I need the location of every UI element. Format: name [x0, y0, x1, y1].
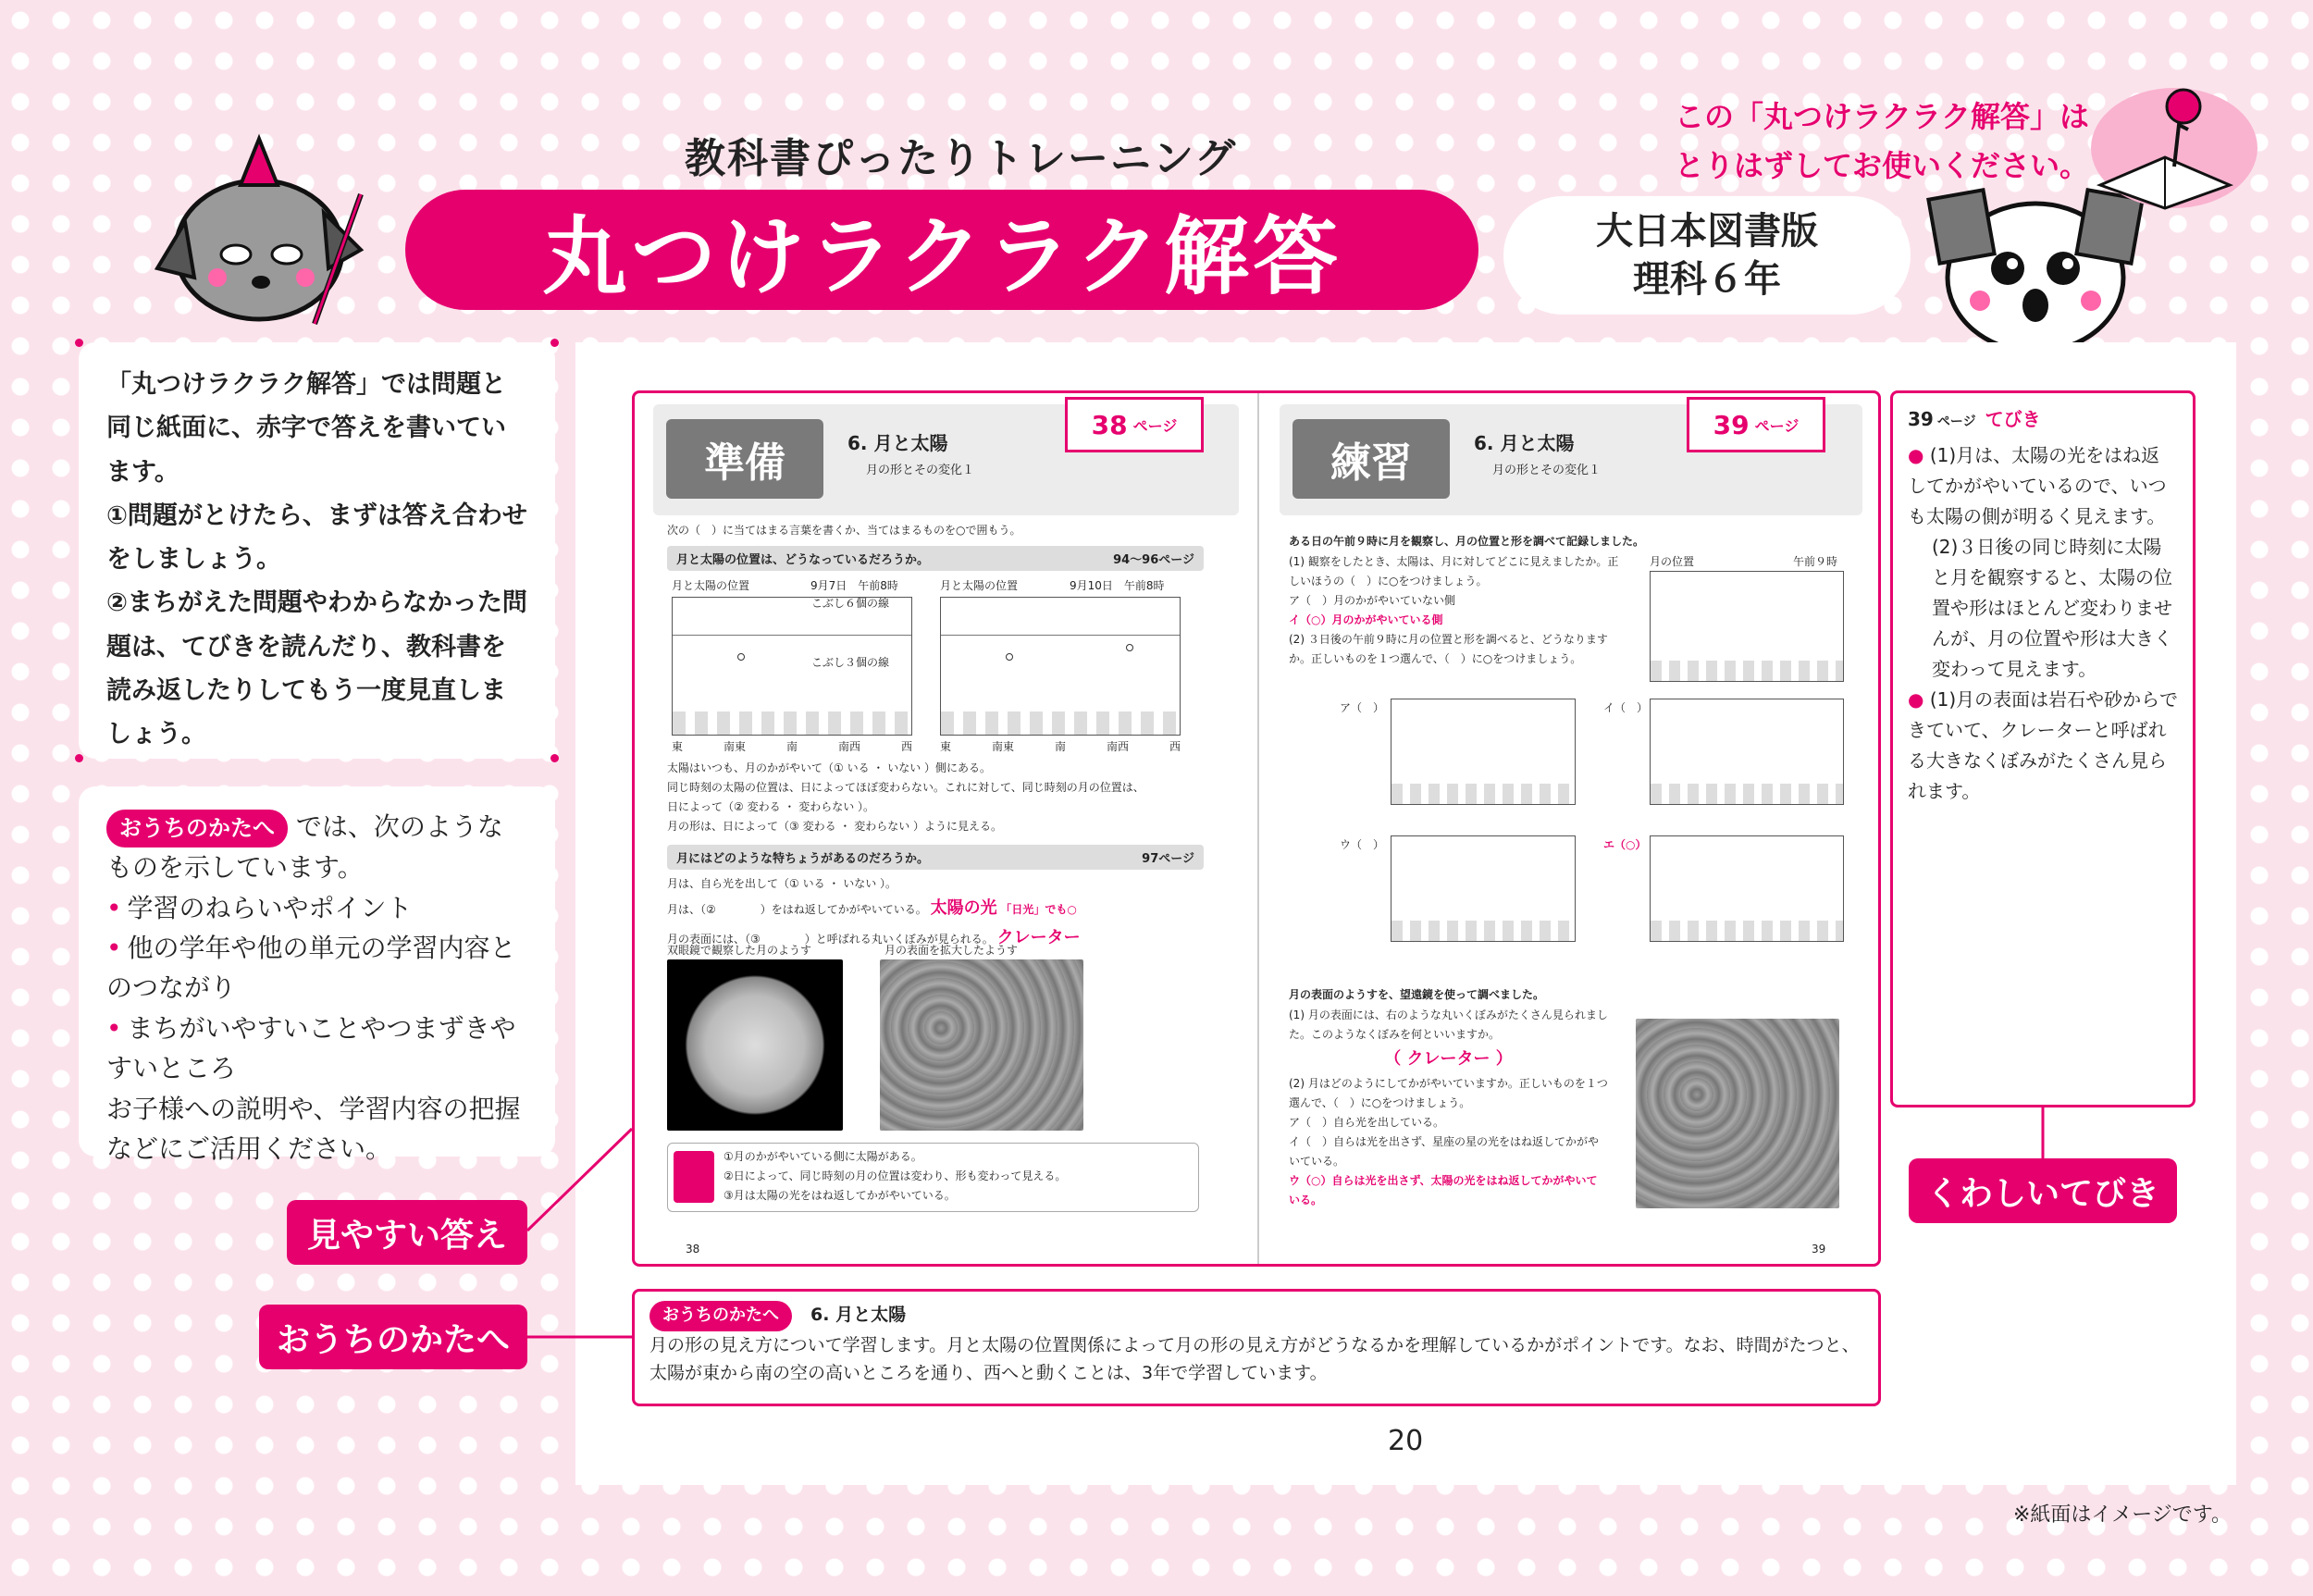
axis-labels: 東 南東 南 南西 西	[672, 740, 912, 753]
answer-sun-light: 太陽の光	[930, 898, 997, 918]
position-graph-1: こぶし６個の線 こぶし３個の線	[672, 597, 912, 736]
axis-labels: 東 南東 南 南西 西	[940, 740, 1181, 753]
option-d: エ（○）	[1603, 838, 1647, 851]
intro-step-1: ①問題がとけたら、まずは答え合わせをしましょう。	[106, 501, 527, 574]
summary-box: ①月のかがやいている側に太陽がある。 ②日によって、同じ時刻の月の位置は変わり、形も変わって見える。 ③月は太陽の光をはね返してかがやいている。	[667, 1143, 1199, 1212]
page-badge: 38 ページ	[1065, 397, 1204, 452]
page-number: 20	[1388, 1425, 1424, 1457]
graph-time: 午前９時	[1793, 555, 1838, 568]
unit-subtitle: 月の形とその変化１	[866, 464, 975, 477]
detach-note-line1: この「丸つけラクラク解答」は	[1675, 99, 2090, 134]
ouchi-intro: では、次のようなものを示しています。	[106, 811, 503, 884]
section-2-head: 月にはどのような特ちょうがあるのだろうか。 97ページ	[667, 845, 1204, 870]
ouchi-title: 6. 月と太陽	[810, 1305, 907, 1325]
ouchi-outro: お子様への説明や、学習内容の把握などにご活用ください。	[106, 1093, 521, 1164]
photo-caption: 双眼鏡で観察した月のようす	[667, 944, 812, 957]
question-1-text: (1) 観察をしたとき、太陽は、月に対してどこに見えましたか。正しいほうの（ ）に○をつけましょう。 ア（ ）月のかがやいていない側 イ（○）月のかがやいている側 (2) ３日後の午前９時に月の位置と形を調べると、どうなりますか。正しいものを１つ選んで、（ ）に○をつけましょう。	[1289, 555, 1619, 665]
tebiki-2-1: ● (1)月の表面は岩石や砂からできていて、クレーターと呼ばれる大きなくぼみがたくさん見られます。	[1908, 688, 2178, 802]
publisher: 大日本図書版	[1596, 210, 1818, 253]
footnote: ※紙面はイメージです。	[2012, 1503, 2232, 1527]
instruction: 次の（ ）に当てはまる言葉を書くか、当てはまるものを○で囲もう。	[667, 524, 1021, 537]
tebiki-1-1: ● (1)月は、太陽の光をはね返してかがやいているので、いつも太陽の側が明るく見えます。	[1908, 444, 2167, 527]
graph-label: 月と太陽の位置	[940, 579, 1019, 592]
option-c: ウ（ ）	[1340, 838, 1385, 851]
graph-label: 月と太陽の位置	[672, 579, 750, 592]
page-number-38: 38	[686, 1243, 700, 1256]
callout-tebiki: くわしいてびき	[1909, 1158, 2177, 1223]
section-1-head: 月と太陽の位置は、どうなっているだろうか。 94〜96ページ	[667, 546, 1204, 571]
subtitle: 教科書ぴったりトレーニング	[685, 135, 1238, 182]
tebiki-box: 39 ページ てびき ● (1)月は、太陽の光をはね返してかがやいているので、いつも太陽の側が明るく見えます。 (2)３日後の同じ時刻に太陽と月を観察すると、太陽の位置や形はほとんど変わりませんが、月の位置や形は大きく変わって見えます。 ● (1)月の表面は岩石や砂からできていて、クレーターと呼ばれる大きなくぼみがたくさん見られます。	[1890, 390, 2195, 1107]
section-label: 練習	[1293, 419, 1450, 499]
ouchi-text: 月の形の見え方について学習します。月と太陽の位置関係によって月の形の見え方がどうなるかを理解しているかがポイントです。なお、時間がたつと、太陽が東から南の空の高いところを通り、西へと動くことは、3年で学習しています。	[649, 1334, 1860, 1384]
graph-date: 9月10日 午前8時	[1070, 579, 1165, 592]
question-1: ある日の午前９時に月を観察し、月の位置と形を調べて記録しました。	[1289, 535, 1645, 548]
page-number-39: 39	[1812, 1243, 1826, 1256]
option-a: ア（ ）	[1340, 701, 1385, 714]
unit-subtitle: 月の形とその変化１	[1492, 464, 1602, 477]
section-2-text: 月は、自ら光を出して（① いる ・ いない ）。 月は、（② ）をはね返してかがやいている。 太陽の光 「日光」でも○ 月の表面には、（③ ）と呼ばれる丸いくぼみが見られる。 クレーター	[667, 877, 1081, 947]
intro-text: 「丸つけラクラク解答」では問題と同じ紙面に、赤字で答えを書いています。	[106, 370, 506, 487]
photo-caption: 月の表面を拡大したようす	[884, 944, 1019, 957]
tebiki-1-2: (2)３日後の同じ時刻に太陽と月を観察すると、太陽の位置や形はほとんど変わりませんが、月の位置や形は大きく変わって見えます。	[1932, 536, 2172, 680]
callout-ouchi: おうちのかたへ	[259, 1305, 527, 1369]
unit-title: 6. 月と太陽	[1474, 432, 1575, 454]
section-label: 準備	[666, 419, 823, 499]
detach-note-line2: とりはずしてお使いください。	[1675, 147, 2090, 183]
question-2-text: (1) 月の表面には、右のような丸いくぼみがたくさん見られました。このようなくぼみを何といいますか。 （ クレーター ） (2) 月はどのようにしてかがやいていますか。正しいものを１つ選んで、（ ）に○をつけましょう。 ア（ ）自ら光を出している。 イ（ ）自らは光を出さず、星座の星の光をはね返してかがやいている。 ウ（○）自らは光を出さず、太陽の光をはね返してかがやいている。	[1289, 1008, 1608, 1206]
ouchi-tag: おうちのかたへ	[649, 1301, 792, 1331]
main-title-banner: 丸つけラクラク解答	[405, 190, 1478, 310]
tebiki-page: 39	[1908, 408, 1934, 430]
answer-crater: （ クレーター ）	[1384, 1049, 1513, 1069]
answer-note: 「日光」でも○	[1000, 903, 1077, 916]
graph-label: 月の位置	[1650, 555, 1695, 568]
grade: 理科６年	[1633, 258, 1781, 301]
section-1-text: 太陽はいつも、月のかがやいて（① いる ・ いない ）側にある。 同じ時刻の太陽の位置は、日によってほぼ変わらない。これに対して、同じ時刻の月の位置は、 日によって（② 変わる ・ 変わらない ）。 月の形は、日によって（③ 変わる ・ 変わらない ）ように見える。	[667, 761, 1144, 833]
answer-crater: クレーター	[996, 927, 1081, 947]
question-2: 月の表面のようすを、望遠鏡を使って調べました。	[1289, 988, 1545, 1001]
list-item: • 学習のねらいやポイント	[106, 892, 413, 923]
intro-step-2: ②まちがえた問題やわからなかった問題は、てびきを読んだり、教科書を読み返したりしてもう一度見直しましょう。	[106, 588, 527, 749]
graph-date: 9月7日 午前8時	[810, 579, 898, 592]
page-badge: 39 ページ	[1687, 397, 1825, 452]
option-b: イ（ ）	[1603, 701, 1649, 714]
tebiki-label: てびき	[1985, 408, 2041, 430]
list-item: • 他の学年や他の単元の学習内容とのつながり	[106, 932, 516, 1004]
ouchi-tag: おうちのかたへ	[106, 810, 288, 847]
unit-title: 6. 月と太陽	[847, 432, 948, 454]
list-item: • まちがいやすいことやつまずきやすいところ	[106, 1012, 516, 1084]
callout-answers: 見やすい答え	[287, 1200, 527, 1265]
